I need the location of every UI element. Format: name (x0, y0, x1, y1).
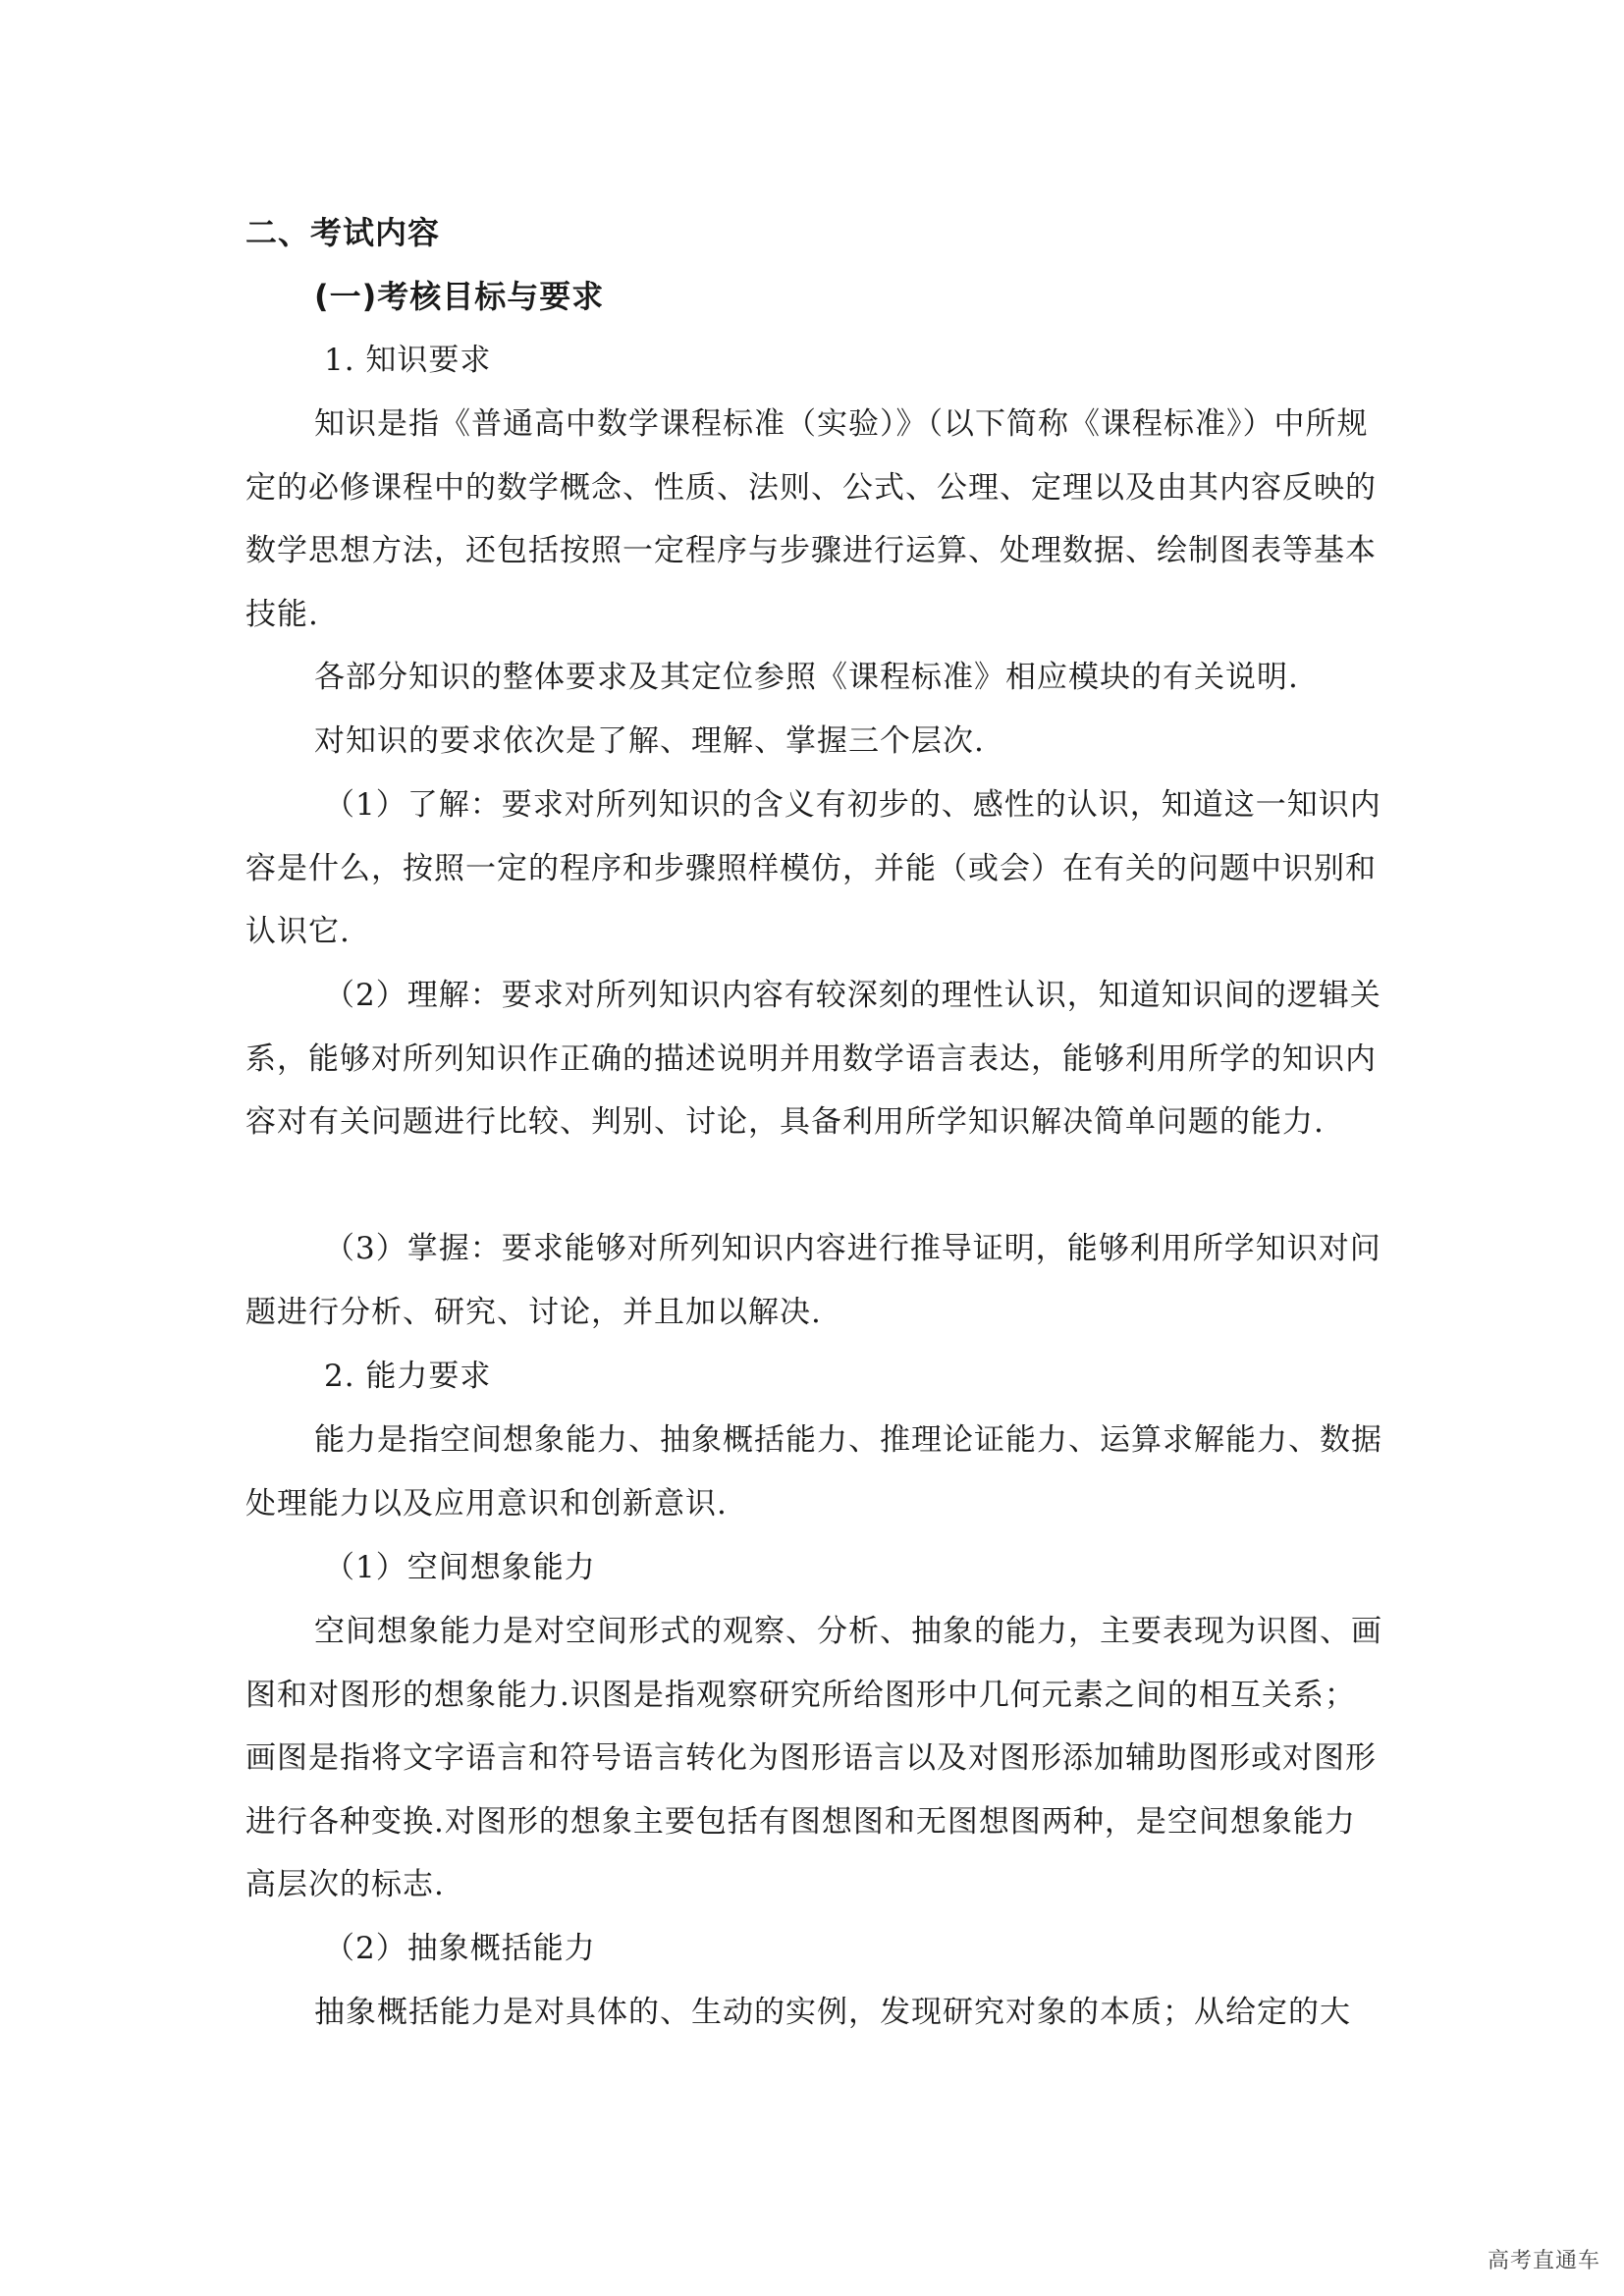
paragraph-level-comprehend: （2）理解：要求对所列知识内容有较深刻的理性认识，知道知识间的逻辑关系，能够对所列知识作正确的描述说明并用数学语言表达，能够利用所学的知识内容对有关问题进行比较、判别、讨论，具备利用所学知识解决简单问题的能力. (245, 978, 1381, 1140)
paragraph-level-understand-basic: （1）了解：要求对所列知识的含义有初步的、感性的认识，知道这一知识内容是什么，按照一定的程序和步骤照样模仿，并能（或会）在有关的问题中识别和认识它. (245, 787, 1381, 949)
paragraph-ability-definition: 能力是指空间想象能力、抽象概括能力、推理论证能力、运算求解能力、数据处理能力以及应用意识和创新意识. (245, 1422, 1382, 1522)
paragraph-knowledge-levels: 对知识的要求依次是了解、理解、掌握三个层次. (314, 723, 985, 759)
sub-1-title: （1）空间想象能力 (324, 1550, 596, 1585)
item-2-title: 2. 能力要求 (324, 1359, 492, 1394)
watermark: 高考直通车 (1487, 2249, 1600, 2273)
paragraph-level-master: （3）掌握：要求能够对所列知识内容进行推导证明，能够利用所学知识对问题进行分析、研究、讨论，并且加以解决. (245, 1231, 1381, 1330)
paragraph-spatial-imagination: 空间想象能力是对空间形式的观察、分析、抽象的能力，主要表现为识图、画图和对图形的想象能力.识图是指观察研究所给图形中几何元素之间的相互关系；画图是指将文字语言和符号语言转化为图形语言以及对图形添加辅助图形或对图形进行各种变换.对图形的想象主要包括有图想图和无图想图两种，是空间想象能力高层次的标志. (245, 1614, 1382, 1902)
paragraph-knowledge-positioning: 各部分知识的整体要求及其定位参照《课程标准》相应模块的有关说明. (314, 660, 1299, 695)
sub-2-title: （2）抽象概括能力 (324, 1931, 596, 1966)
paragraph-abstraction: 抽象概括能力是对具体的、生动的实例，发现研究对象的本质；从给定的大 (314, 1995, 1351, 2030)
section-title: 二、考试内容 (245, 214, 441, 251)
paragraph-knowledge-definition: 知识是指《普通高中数学课程标准（实验）》（以下简称《课程标准》）中所规定的必修课程中的数学概念、性质、法则、公式、公理、定理以及由其内容反映的数学思想方法，还包括按照一定程序与步骤进行运算、处理数据、绘制图表等基本技能. (245, 406, 1377, 632)
item-1-title: 1. 知识要求 (324, 343, 492, 378)
subsection-title: (一)考核目标与要求 (314, 278, 605, 315)
